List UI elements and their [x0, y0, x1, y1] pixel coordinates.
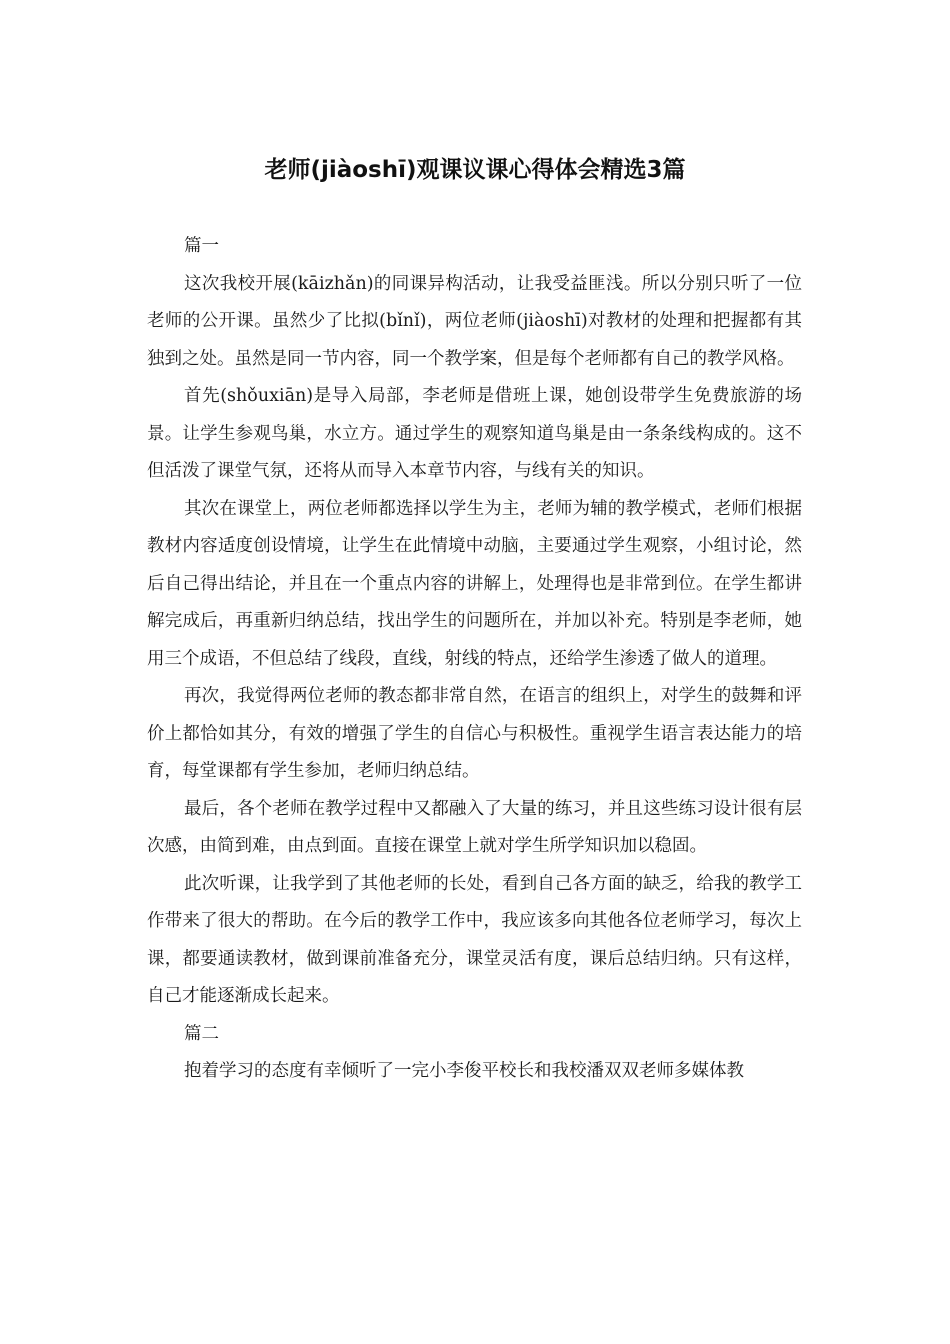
- paragraph: 最后，各个老师在教学过程中又都融入了大量的练习，并且这些练习设计很有层次感，由简到难，由点到面。直接在课堂上就对学生所学知识加以稳固。: [147, 798, 802, 856]
- paragraph: 其次在课堂上，两位老师都选择以学生为主，老师为辅的教学模式，老师们根据教材内容适度创设情境，让学生在此情境中动脑，主要通过学生观察，小组讨论，然后自己得出结论，并且在一个重点内容的讲解上，处理得也是非常到位。在学生都讲解完成后，再重新归纳总结，找出学生的问题所在，并加以补充。特别是李老师，她用三个成语，不但总结了线段，直线，射线的特点，还给学生渗透了做人的道理。: [147, 498, 802, 669]
- document-body: [147, 228, 802, 1091]
- document-title: 老师(jiàoshī)观课议课心得体会精选3篇: [264, 157, 686, 183]
- paragraph: 首先(shǒuxiān)是导入局部，李老师是借班上课，她创设带学生免费旅游的场景。让学生参观鸟巢，水立方。通过学生的观察知道鸟巢是由一条条线构成的。这不但活泼了课堂气氛，还将从而导入本章节内容，与线有关的知识。: [147, 386, 802, 481]
- paragraph: 再次，我觉得两位老师的教态都非常自然，在语言的组织上，对学生的鼓舞和评价上都恰如其分，有效的增强了学生的自信心与积极性。重视学生语言表达能力的培育，每堂课都有学生参加，老师归纳总结。: [147, 686, 802, 781]
- section-heading-2: 篇二: [184, 1023, 219, 1044]
- section-heading-1: 篇一: [184, 236, 219, 256]
- paragraph: 抱着学习的态度有幸倾听了一完小李俊平校长和我校潘双双老师多媒体教: [184, 1061, 744, 1081]
- paragraph: 这次我校开展(kāizhǎn)的同课异构活动，让我受益匪浅。所以分别只听了一位老师的公开课。虽然少了比拟(bǐnǐ)，两位老师(jiàoshī)对教材的处理和把握都有其独到之处。虽然是同一节内容，同一个教学案，但是每个老师都有自己的教学风格。: [147, 273, 802, 369]
- paragraph: 此次听课，让我学到了其他老师的长处，看到自己各方面的缺乏，给我的教学工作带来了很大的帮助。在今后的教学工作中，我应该多向其他各位老师学习，每次上课，都要通读教材，做到课前准备充分，课堂灵活有度，课后总结归纳。只有这样，自己才能逐渐成长起来。: [147, 873, 802, 1006]
